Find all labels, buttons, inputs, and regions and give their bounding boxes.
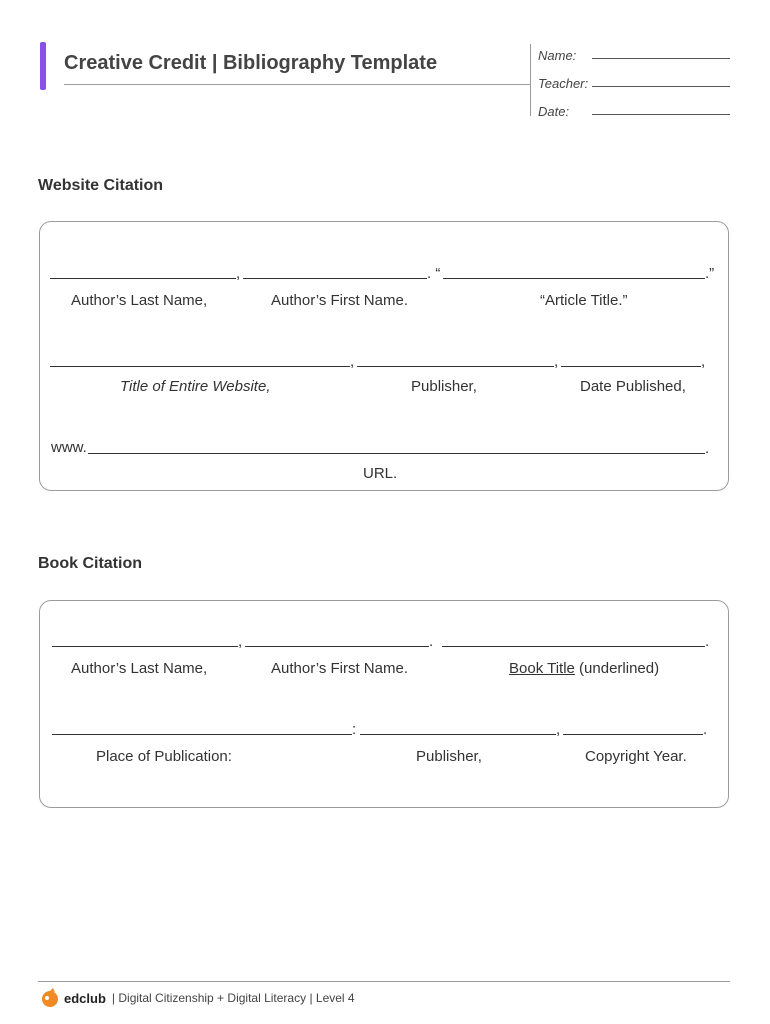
website-citation-heading: Website Citation — [38, 177, 164, 194]
separator: , — [554, 353, 559, 370]
date-label: Date: — [538, 104, 570, 119]
website-publisher-field[interactable] — [357, 366, 554, 367]
website-site-title-field[interactable] — [50, 366, 350, 367]
website-last-name-field[interactable] — [50, 278, 236, 279]
website-first-name-field[interactable] — [243, 278, 427, 279]
book-place-label: Place of Publication: — [96, 748, 232, 765]
separator: , — [236, 265, 241, 282]
website-publisher-label: Publisher, — [411, 378, 477, 395]
separator: , — [350, 353, 355, 370]
footer-divider — [38, 981, 730, 982]
footer — [40, 988, 355, 1008]
book-first-name-field[interactable] — [245, 646, 429, 647]
brand-name: edclub — [64, 990, 106, 1006]
website-date-published-field[interactable] — [561, 366, 701, 367]
title-underline — [64, 84, 530, 85]
website-citation-box — [39, 221, 729, 491]
edclub-logo-icon — [40, 988, 60, 1008]
separator: . — [705, 633, 710, 650]
separator: , — [556, 721, 561, 738]
book-publisher-field[interactable] — [360, 734, 556, 735]
separator: . — [703, 721, 708, 738]
website-url-label: URL. — [363, 465, 398, 482]
header-divider — [530, 44, 531, 116]
book-place-field[interactable] — [52, 734, 352, 735]
book-title-label — [509, 660, 659, 677]
book-title-field[interactable] — [442, 646, 705, 647]
separator: .” — [705, 265, 715, 282]
website-article-title-field[interactable] — [443, 278, 705, 279]
separator: , — [701, 353, 706, 370]
website-article-title-label: “Article Title.” — [540, 292, 628, 309]
book-citation-box — [39, 600, 729, 808]
website-date-published-label: Date Published, — [580, 378, 686, 395]
book-title-note: (underlined) — [579, 660, 660, 677]
separator: . — [705, 440, 710, 457]
book-first-name-label: Author’s First Name. — [271, 660, 408, 677]
website-url-field[interactable] — [88, 453, 705, 454]
teacher-field[interactable] — [592, 86, 730, 87]
book-year-label: Copyright Year. — [585, 748, 687, 765]
teacher-label: Teacher: — [538, 76, 589, 91]
name-field[interactable] — [592, 58, 730, 59]
book-title-text: Book Title — [509, 660, 575, 677]
website-site-title-label: Title of Entire Website, — [120, 378, 271, 395]
page-title: Creative Credit | Bibliography Template — [64, 52, 438, 74]
date-field[interactable] — [592, 114, 730, 115]
separator: . — [429, 633, 434, 650]
book-citation-heading: Book Citation — [38, 555, 142, 572]
book-year-field[interactable] — [563, 734, 703, 735]
footer-text: | Digital Citizenship + Digital Literacy | Level 4 — [111, 991, 355, 1005]
accent-bar — [40, 42, 46, 90]
name-label: Name: — [538, 48, 577, 63]
book-last-name-field[interactable] — [52, 646, 238, 647]
book-last-name-label: Author’s Last Name, — [71, 660, 208, 677]
separator: : — [352, 721, 357, 738]
separator: . “ — [427, 265, 441, 282]
website-last-name-label: Author’s Last Name, — [71, 292, 208, 309]
website-first-name-label: Author’s First Name. — [271, 292, 408, 309]
separator: , — [238, 633, 243, 650]
book-publisher-label: Publisher, — [416, 748, 482, 765]
www-prefix: www. — [51, 439, 87, 456]
